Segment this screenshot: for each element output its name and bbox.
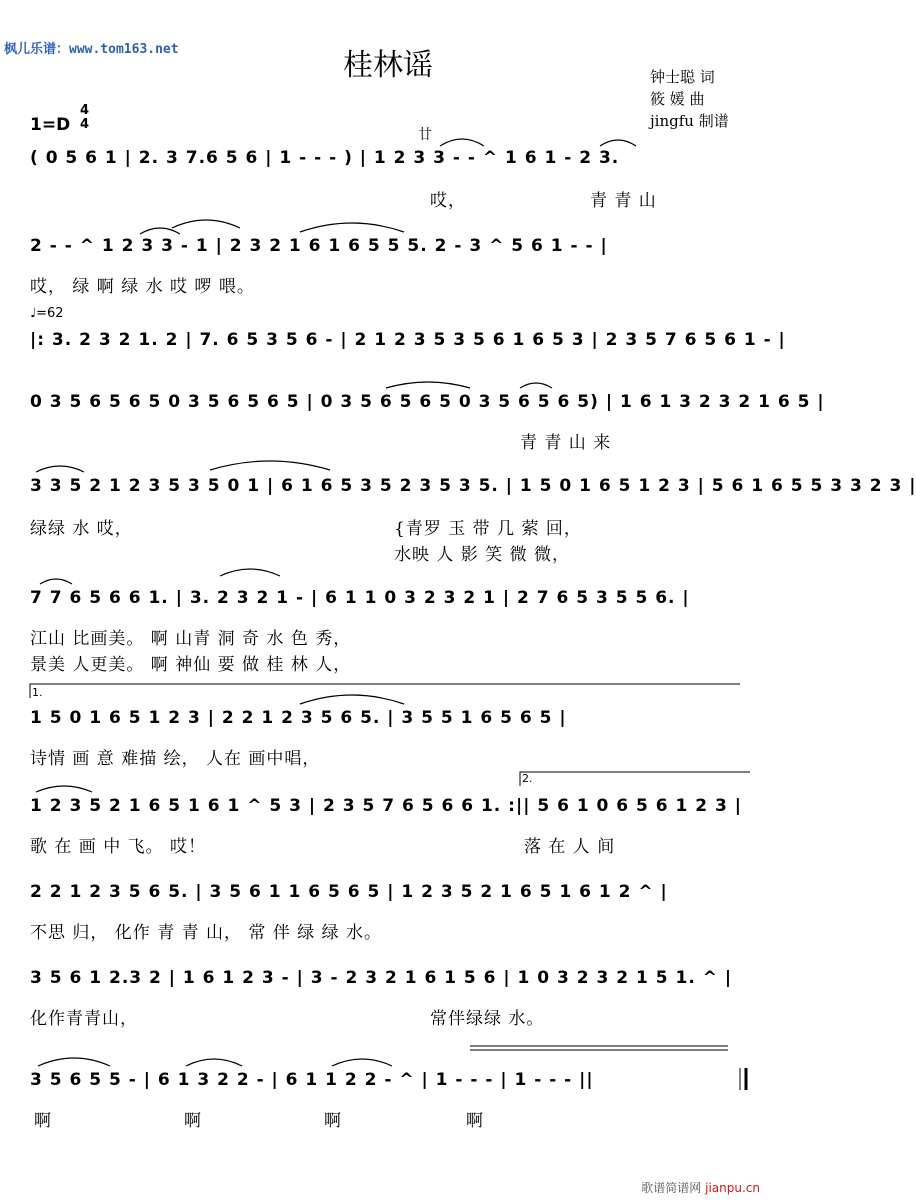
notation-line-5: 3 3 5 2 1 2 3 5 3 5 0 1 | 6 1 6 5 3 5 2 3 5 3 5. | 1 5 0 1 6 5 1 2 3 | 5 6 1 6 5 5 3 3 2 3 | — [30, 476, 916, 496]
notation-line-1: ( 0 5 6 1 | 2. 3 7.6 5 6 | 1 - - - ) | 1 2 3 3 - - ^ 1 6 1 - 2 3. — [30, 148, 620, 168]
lyric-line-8a: 歌 在 画 中 飞。 哎！ — [30, 837, 207, 857]
lyric-line-1a: 哎， — [430, 191, 466, 211]
lyric-line-11b: 啊 — [184, 1111, 202, 1131]
volta-second: 2. — [522, 772, 533, 785]
slur-1 — [440, 139, 484, 146]
lyricist-credit: 钟士聪 词 — [650, 68, 715, 86]
slur-11 — [220, 569, 280, 576]
footer-watermark-right: jianpu.cn — [705, 1181, 760, 1195]
footer-watermark-left: 歌谱简谱网 — [641, 1181, 702, 1195]
lyric-line-11a: 啊 — [34, 1111, 52, 1131]
lyric-line-1b: 青 青 山 — [590, 191, 657, 211]
slur-6 — [386, 382, 470, 388]
slur-2 — [600, 140, 636, 146]
slur-3 — [140, 228, 180, 234]
time-signature-top: 4 — [80, 103, 90, 118]
key-signature: 1=D — [30, 115, 71, 135]
notation-line-3: |: 3. 2 3 2 1. 2 | 7. 6 5 3 5 6 - | 2 1 2 3 5 3 5 6 1 6 5 3 | 2 3 5 7 6 5 6 1 - | — [30, 330, 786, 350]
notation-line-4: 0 3 5 6 5 6 5 0 3 5 6 5 6 5 | 0 3 5 6 5 6 5 0 3 5 6 5 6 5) | 1 6 1 3 2 3 2 1 6 5 | — [30, 392, 825, 412]
slur-10 — [40, 579, 72, 584]
notation-line-7: 1 5 0 1 6 5 1 2 3 | 2 2 1 2 3 5 6 5. | 3 5 5 1 6 5 6 5 | — [30, 708, 567, 728]
footer-watermark — [641, 1179, 760, 1196]
free-tempo-mark: 廿 — [418, 127, 432, 143]
time-signature — [80, 104, 89, 132]
lyric-line-9: 不思 归， 化作 青 青 山， 常 伴 绿 绿 水。 — [30, 923, 383, 943]
lyric-line-11d: 啊 — [466, 1111, 484, 1131]
slur-16 — [332, 1059, 392, 1066]
volta-first: 1. — [32, 686, 43, 699]
tempo-value: =62 — [36, 306, 64, 321]
notation-line-10: 3 5 6 1 2.3 2 | 1 6 1 2 3 - | 3 - 2 3 2 1 6 1 5 6 | 1 0 3 2 3 2 1 5 1. ^ | — [30, 968, 733, 988]
slur-4 — [172, 220, 240, 228]
slur-12 — [300, 695, 404, 704]
notation-line-6: 7 7 6 5 6 6 1. | 3. 2 3 2 1 - | 6 1 1 0 3 2 3 2 1 | 2 7 6 5 3 5 5 6. | — [30, 588, 690, 608]
lyric-line-4: 青 青 山 来 — [520, 433, 612, 453]
slur-15 — [186, 1059, 242, 1066]
slur-9 — [210, 461, 330, 470]
slur-8 — [36, 466, 84, 472]
tempo-mark — [30, 306, 64, 321]
lyric-line-5a: 绿绿 水 哎， — [30, 519, 133, 539]
lyric-line-5b: {青罗 玉 带 几 萦 回， — [394, 519, 582, 539]
lyric-line-10a: 化作青青山， — [30, 1009, 138, 1029]
time-signature-bottom: 4 — [80, 117, 90, 132]
volta-1-bracket — [30, 684, 740, 698]
lyric-line-6a: 江山 比画美。 啊 山青 洞 奇 水 色 秀， — [30, 629, 352, 649]
slur-7 — [520, 383, 552, 388]
lyric-line-10b: 常伴绿绿 水。 — [430, 1009, 545, 1029]
lyric-line-2: 哎， 绿 啊 绿 水 哎 啰 喂。 — [30, 277, 255, 297]
slur-5 — [300, 223, 404, 232]
notation-line-9: 2 2 1 2 3 5 6 5. | 3 5 6 1 1 6 5 6 5 | 1 2 3 5 2 1 6 5 1 6 1 2 ^ | — [30, 882, 668, 902]
quarter-note-icon: ♩ — [30, 306, 37, 321]
lyric-line-5c: 水映 人 影 笑 微 微， — [394, 545, 571, 565]
notation-line-11: 3 5 6 5 5 - | 6 1 3 2 2 - | 6 1 1 2 2 - ^ | 1 - - - | 1 - - - || — [30, 1070, 594, 1090]
lyric-line-8b: 落 在 人 间 — [524, 837, 616, 857]
lyric-line-11c: 啊 — [324, 1111, 342, 1131]
lyric-line-7: 诗情 画 意 难描 绘， 人在 画中唱， — [30, 749, 321, 769]
lyric-line-6b: 景美 人更美。 啊 神仙 要 做 桂 林 人， — [30, 655, 352, 675]
composer-credit: 筱 媛 曲 — [650, 90, 705, 108]
arranger-credit: jingfu 制谱 — [650, 112, 729, 130]
notation-line-2: 2 - - ^ 1 2 3 3 - 1 | 2 3 2 1 6 1 6 5 5 5. 2 - 3 ^ 5 6 1 - - | — [30, 236, 608, 256]
song-title: 桂林谣 — [343, 48, 433, 83]
slur-13 — [36, 786, 92, 792]
slur-14 — [38, 1058, 110, 1066]
volta-2-bracket — [520, 772, 750, 786]
notation-line-8: 1 2 3 5 2 1 6 5 1 6 1 ^ 5 3 | 2 3 5 7 6 5 6 6 1. :|| 5 6 1 0 6 5 6 1 2 3 | — [30, 796, 742, 816]
site-watermark: 枫儿乐谱：www.tom163.net — [4, 42, 179, 57]
